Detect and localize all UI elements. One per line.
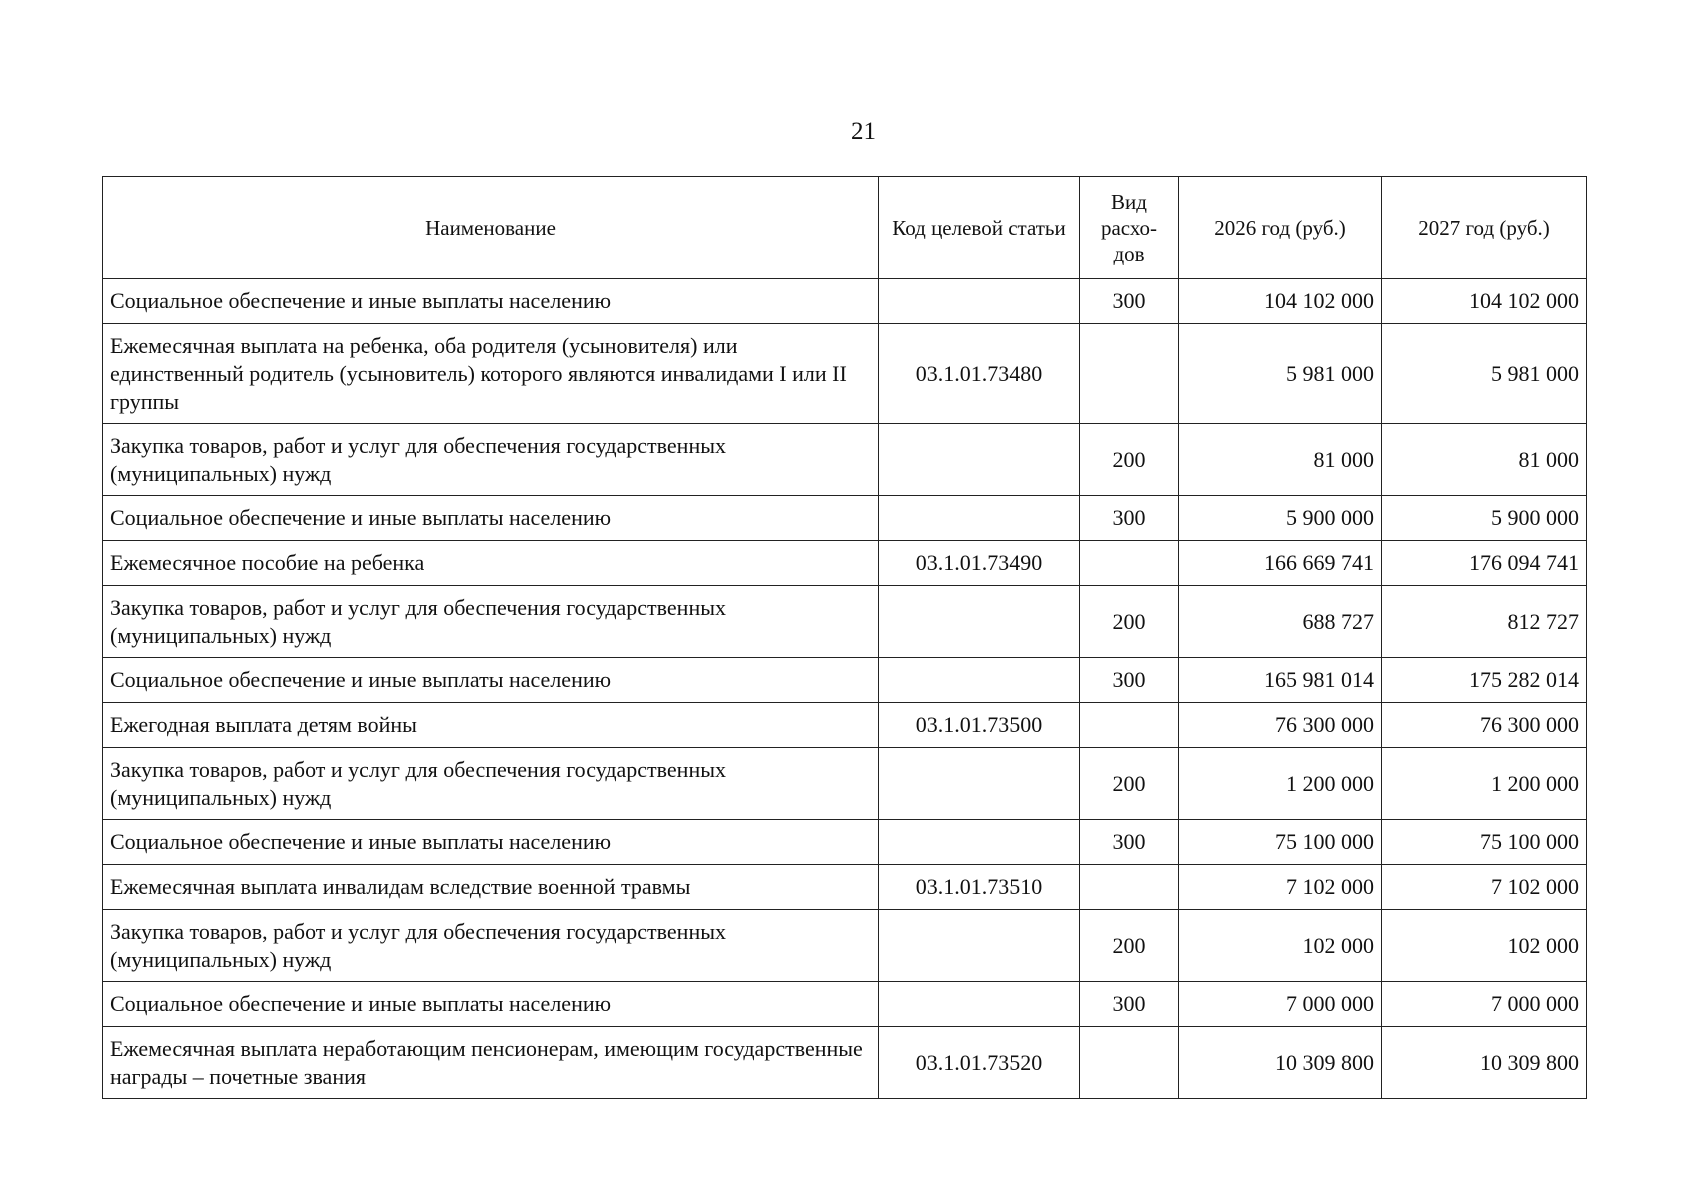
cell-expense-type: 300 xyxy=(1080,279,1179,324)
cell-expense-type xyxy=(1080,703,1179,748)
cell-expense-type: 300 xyxy=(1080,658,1179,703)
cell-amount-2026: 5 981 000 xyxy=(1179,324,1382,424)
budget-table xyxy=(102,176,1587,1099)
table-row xyxy=(103,703,1587,748)
cell-expense-type: 300 xyxy=(1080,496,1179,541)
cell-amount-2027: 75 100 000 xyxy=(1382,820,1587,865)
cell-amount-2027: 81 000 xyxy=(1382,424,1587,496)
table-header-row xyxy=(103,177,1587,279)
cell-expense-type: 200 xyxy=(1080,586,1179,658)
cell-amount-2026: 7 102 000 xyxy=(1179,865,1382,910)
cell-target-code xyxy=(879,910,1080,982)
table-row xyxy=(103,424,1587,496)
cell-amount-2027: 5 981 000 xyxy=(1382,324,1587,424)
cell-amount-2027: 7 000 000 xyxy=(1382,982,1587,1027)
table-row xyxy=(103,748,1587,820)
cell-amount-2026: 165 981 014 xyxy=(1179,658,1382,703)
cell-amount-2027: 104 102 000 xyxy=(1382,279,1587,324)
cell-name: Закупка товаров, работ и услуг для обеспечения государственных (муниципальных) нужд xyxy=(103,910,879,982)
cell-name: Ежемесячное пособие на ребенка xyxy=(103,541,879,586)
table-row xyxy=(103,865,1587,910)
cell-expense-type: 300 xyxy=(1080,982,1179,1027)
cell-name: Социальное обеспечение и иные выплаты населению xyxy=(103,982,879,1027)
cell-target-code: 03.1.01.73490 xyxy=(879,541,1080,586)
table-body xyxy=(103,279,1587,1099)
cell-target-code: 03.1.01.73480 xyxy=(879,324,1080,424)
cell-amount-2026: 688 727 xyxy=(1179,586,1382,658)
cell-amount-2026: 7 000 000 xyxy=(1179,982,1382,1027)
cell-target-code: 03.1.01.73500 xyxy=(879,703,1080,748)
table-row xyxy=(103,658,1587,703)
cell-expense-type xyxy=(1080,541,1179,586)
table-row xyxy=(103,541,1587,586)
cell-amount-2026: 5 900 000 xyxy=(1179,496,1382,541)
table-row xyxy=(103,324,1587,424)
cell-amount-2026: 10 309 800 xyxy=(1179,1027,1382,1099)
cell-target-code: 03.1.01.73520 xyxy=(879,1027,1080,1099)
cell-amount-2027: 102 000 xyxy=(1382,910,1587,982)
cell-name: Ежемесячная выплата на ребенка, оба родителя (усыновителя) или единственный родитель (усыновитель) которого являются инвалидами I или II группы xyxy=(103,324,879,424)
cell-amount-2026: 81 000 xyxy=(1179,424,1382,496)
cell-amount-2026: 166 669 741 xyxy=(1179,541,1382,586)
header-name: Наименование xyxy=(103,177,879,279)
cell-name: Социальное обеспечение и иные выплаты населению xyxy=(103,279,879,324)
cell-amount-2027: 175 282 014 xyxy=(1382,658,1587,703)
cell-expense-type: 300 xyxy=(1080,820,1179,865)
cell-target-code xyxy=(879,748,1080,820)
cell-target-code xyxy=(879,820,1080,865)
cell-name: Социальное обеспечение и иные выплаты населению xyxy=(103,658,879,703)
cell-name: Социальное обеспечение и иные выплаты населению xyxy=(103,820,879,865)
cell-name: Социальное обеспечение и иные выплаты населению xyxy=(103,496,879,541)
cell-expense-type xyxy=(1080,865,1179,910)
table-row xyxy=(103,496,1587,541)
cell-target-code: 03.1.01.73510 xyxy=(879,865,1080,910)
cell-amount-2026: 1 200 000 xyxy=(1179,748,1382,820)
table-row xyxy=(103,820,1587,865)
header-code: Код целевой статьи xyxy=(879,177,1080,279)
cell-target-code xyxy=(879,586,1080,658)
header-kind: Вид расхо-дов xyxy=(1080,177,1179,279)
cell-target-code xyxy=(879,424,1080,496)
cell-name: Ежемесячная выплата инвалидам вследствие военной травмы xyxy=(103,865,879,910)
cell-amount-2027: 1 200 000 xyxy=(1382,748,1587,820)
cell-amount-2026: 75 100 000 xyxy=(1179,820,1382,865)
table-row xyxy=(103,586,1587,658)
table-row xyxy=(103,982,1587,1027)
cell-target-code xyxy=(879,496,1080,541)
cell-target-code xyxy=(879,279,1080,324)
cell-amount-2026: 104 102 000 xyxy=(1179,279,1382,324)
cell-name: Ежемесячная выплата неработающим пенсионерам, имеющим государственные награды – почетные звания xyxy=(103,1027,879,1099)
header-2026: 2026 год (руб.) xyxy=(1179,177,1382,279)
cell-name: Закупка товаров, работ и услуг для обеспечения государственных (муниципальных) нужд xyxy=(103,748,879,820)
cell-name: Ежегодная выплата детям войны xyxy=(103,703,879,748)
cell-amount-2027: 176 094 741 xyxy=(1382,541,1587,586)
table-row xyxy=(103,1027,1587,1099)
cell-amount-2027: 10 309 800 xyxy=(1382,1027,1587,1099)
header-2027: 2027 год (руб.) xyxy=(1382,177,1587,279)
cell-amount-2027: 5 900 000 xyxy=(1382,496,1587,541)
cell-amount-2027: 7 102 000 xyxy=(1382,865,1587,910)
cell-expense-type xyxy=(1080,1027,1179,1099)
cell-expense-type: 200 xyxy=(1080,424,1179,496)
cell-amount-2027: 76 300 000 xyxy=(1382,703,1587,748)
page-number: 21 xyxy=(851,118,876,145)
table-row xyxy=(103,910,1587,982)
cell-amount-2026: 76 300 000 xyxy=(1179,703,1382,748)
cell-name: Закупка товаров, работ и услуг для обеспечения государственных (муниципальных) нужд xyxy=(103,586,879,658)
cell-amount-2027: 812 727 xyxy=(1382,586,1587,658)
cell-expense-type: 200 xyxy=(1080,748,1179,820)
cell-target-code xyxy=(879,982,1080,1027)
cell-amount-2026: 102 000 xyxy=(1179,910,1382,982)
cell-expense-type xyxy=(1080,324,1179,424)
table-row xyxy=(103,279,1587,324)
cell-expense-type: 200 xyxy=(1080,910,1179,982)
cell-name: Закупка товаров, работ и услуг для обеспечения государственных (муниципальных) нужд xyxy=(103,424,879,496)
cell-target-code xyxy=(879,658,1080,703)
